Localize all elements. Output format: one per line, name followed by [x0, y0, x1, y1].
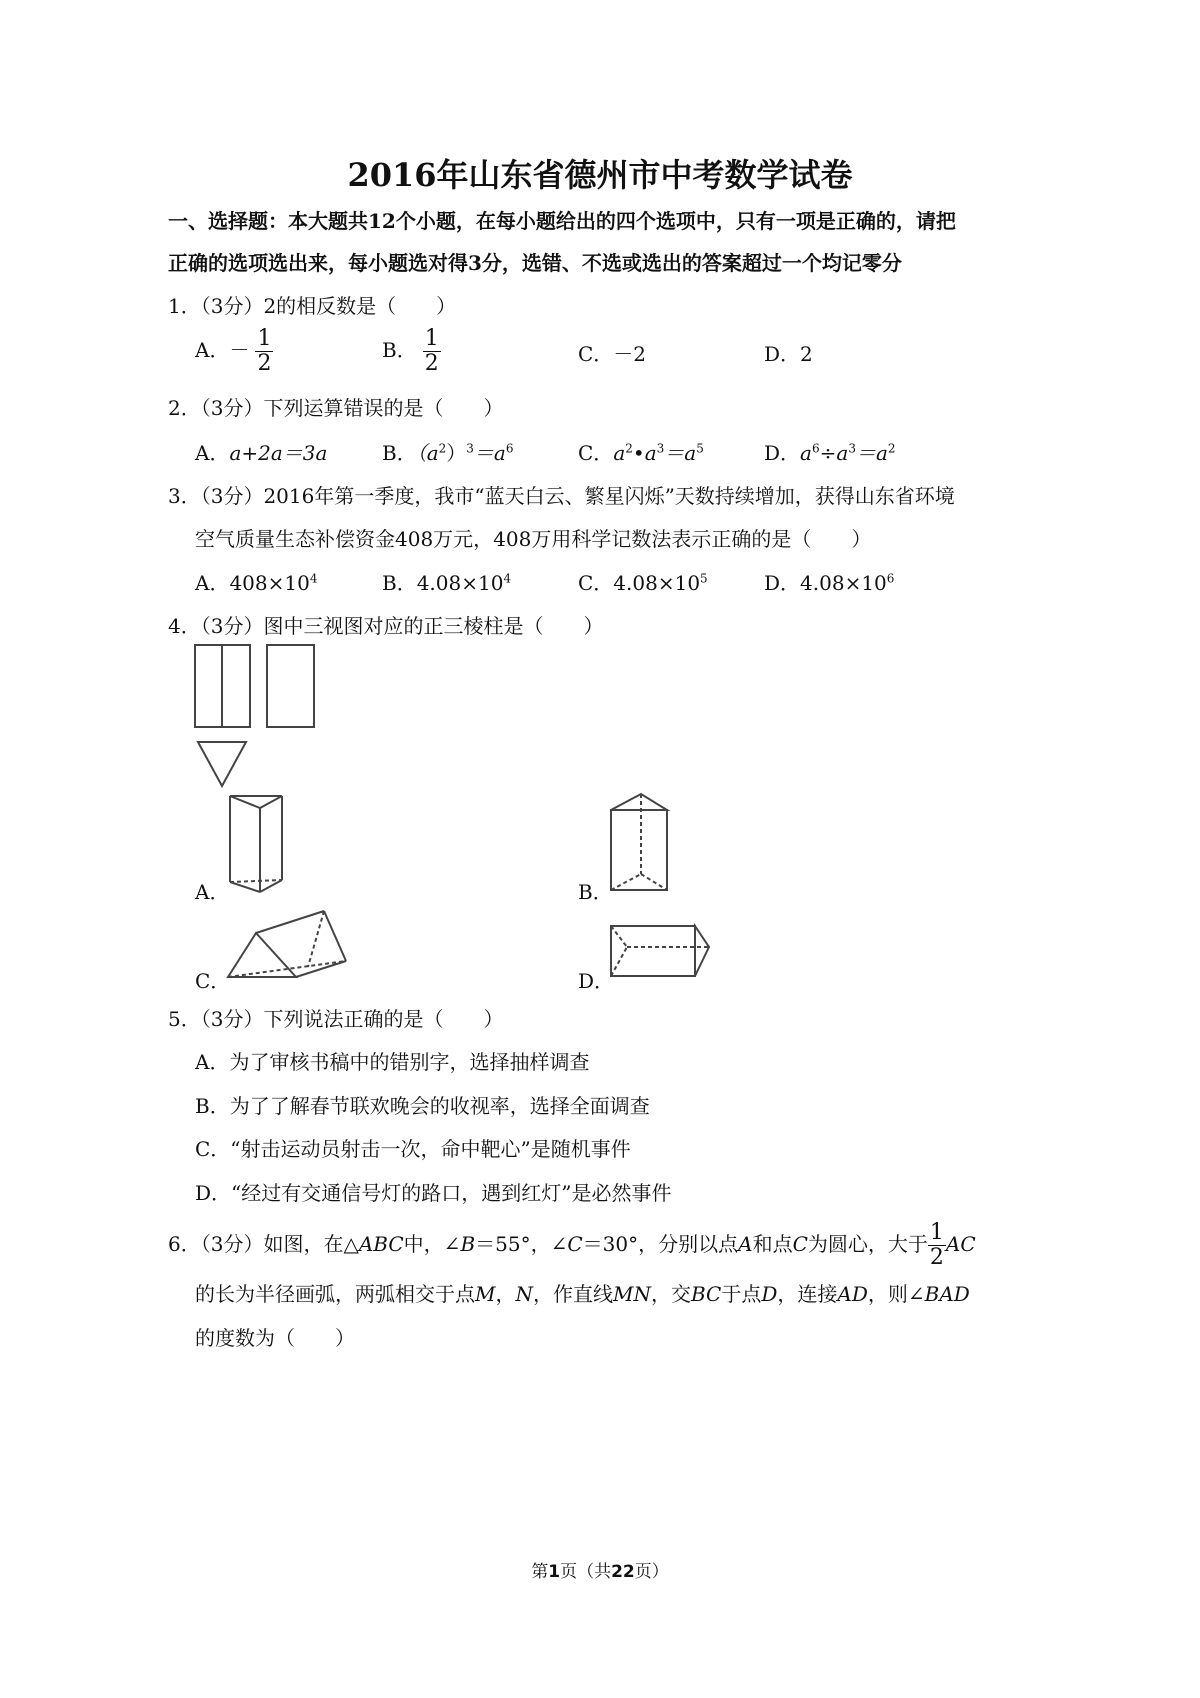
q6-fraction: $\frac{1}{2}$ — [929, 1220, 944, 1270]
q6-stem-line1: 6．（3分）如图，在△ABC中，∠B＝55°，∠C＝30°，分别以点A和点C为圆心，大于 $\frac{1}{2}$ AC — [168, 1220, 976, 1270]
q4-option-a-label: A． — [195, 880, 230, 904]
q5-option-c: C．“射击运动员射击一次，命中靶心”是随机事件 — [195, 1137, 631, 1161]
q4-option-a-prism — [222, 790, 292, 900]
top-view — [198, 742, 246, 786]
q4-option-c-label: C． — [195, 969, 231, 993]
q3-option-d: D．$4.08\times 10^6$ — [764, 571, 895, 595]
q4-stem: 4．（3分）图中三视图对应的正三棱柱是（ ） — [168, 614, 604, 638]
page-title: 2016年山东省德州市中考数学试卷 — [347, 156, 853, 194]
section-heading-line2: 正确的选项选出来，每小题选对得3分，选错、不选或选出的答案超过一个均记零分 — [168, 251, 902, 275]
q1-option-a: A．－ $\frac{1}{2}$ — [195, 326, 272, 376]
q4-option-d-prism — [605, 920, 715, 982]
q3-option-b: B．$4.08\times 10^4$ — [382, 571, 512, 595]
q5-stem: 5．（3分）下列说法正确的是（ ） — [168, 1007, 504, 1031]
q6-stem-line3: 的度数为（ ） — [195, 1326, 355, 1350]
q4-option-b-prism — [605, 790, 675, 900]
q3-stem-line2: 空气质量生态补偿资金408万元，408万用科学记数法表示正确的是（ ） — [195, 527, 872, 551]
side-view — [267, 645, 314, 727]
q5-option-d: D．“经过有交通信号灯的路口，遇到红灯”是必然事件 — [195, 1181, 672, 1205]
q4-option-b-label: B． — [578, 880, 613, 904]
q2-option-d: D．$a^6\div a^3=a^2$ — [764, 441, 896, 465]
q4-option-c-prism — [222, 905, 352, 985]
q3-option-a: A．$408\times 10^4$ — [195, 571, 318, 595]
q5-option-b: B．为了了解春节联欢晚会的收视率，选择全面调查 — [195, 1094, 650, 1118]
q6-stem-line2: 的长为半径画弧，两弧相交于点M，N，作直线MN，交BC于点D，连接AD，则∠BAD — [195, 1282, 970, 1306]
q1-option-c: C．－2 — [578, 342, 647, 366]
q3-stem-line1: 3．（3分）2016年第一季度，我市“蓝天白云、繁星闪烁”天数持续增加，获得山东省环境 — [168, 484, 955, 508]
page-footer: 第1页（共22页） — [531, 1562, 669, 1582]
q1-a-fraction: $\frac{1}{2}$ — [257, 326, 272, 376]
section-heading-line1: 一、选择题：本大题共12个小题，在每小题给出的四个选项中，只有一项是正确的，请把 — [168, 209, 956, 233]
q2-option-a: A．a+2a＝3a — [195, 441, 328, 465]
q2-option-c: C．$a^2•a^3=a^5$ — [578, 441, 704, 465]
q1-option-d: D．2 — [764, 342, 813, 366]
q1-b-fraction: $\frac{1}{2}$ — [424, 326, 439, 376]
three-view-figure — [190, 640, 320, 790]
q1-stem: 1．（3分）2的相反数是（ ） — [168, 294, 457, 318]
q5-option-a: A．为了审核书稿中的错别字，选择抽样调查 — [195, 1050, 590, 1074]
q2-stem: 2．（3分）下列运算错误的是（ ） — [168, 396, 504, 420]
q3-option-c: C．$4.08\times 10^5$ — [578, 571, 708, 595]
q1-option-b: B． $\frac{1}{2}$ — [382, 326, 439, 376]
q2-option-b: B．$(a^2)^3=a^6$ — [382, 441, 514, 465]
q4-option-d-label: D． — [578, 969, 615, 993]
